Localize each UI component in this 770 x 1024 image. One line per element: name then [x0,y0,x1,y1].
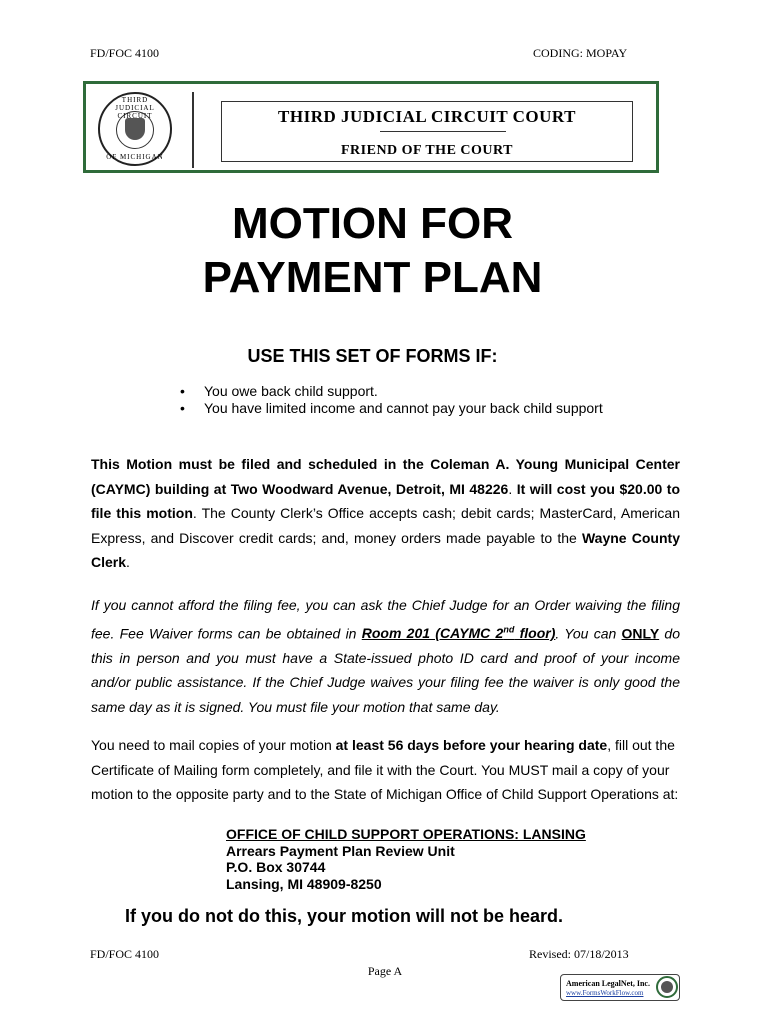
deadline-text: at least 56 days before your hearing date [335,737,608,753]
text-run: . The County Clerk’s Office accepts cash; debit cards; MasterCard, American Express, and Discover credit cards; and, money orders made payable to the [91,505,680,546]
filing-cost-text: It will cost you $20.00 to file this motion [91,480,680,521]
text-run: . [126,554,130,570]
fee-waiver-paragraph [91,593,680,719]
seal-text-top: THIRD JUDICIAL CIRCUIT [115,96,155,120]
court-name-rule [380,131,506,132]
mailing-instructions-paragraph [91,733,680,807]
vendor-logo-inner [661,981,673,993]
text-run: do this in person and you must have a State-issued photo ID card and proof of your income and/or public assistance. If the Chief Judge waives your filing fee the waiver is only good the same day as it is signed. You must file your motion that same day. [91,625,681,715]
footer-page-number: Page A [367,964,403,978]
address-line: Arrears Payment Plan Review Unit [226,842,455,859]
document-title-line1: MOTION FOR [231,199,514,248]
only-emphasis: ONLY [621,625,660,642]
court-name: THIRD JUDICIAL CIRCUIT COURT [278,107,576,126]
vendor-link[interactable]: www.FormsWorkFlow.com [566,989,644,997]
header-form-number: FD/FOC 4100 [90,46,160,60]
filing-location-text: This Motion must be filed and scheduled in the Coleman A. Young Municipal Center (CAYMC) building at Two Woodward Avenue, Detroit, MI 48226 [91,456,680,497]
seal-shield-icon [125,118,145,140]
use-forms-heading: USE THIS SET OF FORMS IF: [247,346,498,366]
room-location [362,625,556,641]
court-subtitle: FRIEND OF THE COURT [341,143,513,158]
text-run: floor) [514,625,556,642]
footer-form-number: FD/FOC 4100 [90,947,160,961]
address-line: OFFICE OF CHILD SUPPORT OPERATIONS: LANSING [226,826,586,842]
payee-text: Wayne County Clerk [91,529,680,570]
superscript: nd [503,624,515,635]
seal-text-bottom: OF MICHIGAN [106,153,164,161]
banner-divider [192,92,194,168]
text-run: You need to mail copies of your motion [91,737,336,753]
use-forms-list [178,383,603,417]
list-item: • You owe back child support. [178,383,603,400]
text-run: , fill out the Certificate of Mailing form completely, and file it with the Court. You MUST mail a copy of your motion to the opposite party and to the State of Michigan Office of Child Support Operations at: [91,737,679,802]
mailing-address [226,826,586,892]
document-title-line2: PAYMENT PLAN [202,253,543,302]
text-run: . You can [555,625,622,642]
list-item: • You have limited income and cannot pay your back child support [178,400,603,417]
header-coding: CODING: MOPAY [533,46,628,60]
text-run: If you cannot afford the filing fee, you can ask the Chief Judge for an Order waiving the filing fee. Fee Waiver forms can be obtained in [91,597,680,642]
footer-revised-date: Revised: 07/18/2013 [529,947,629,961]
warning-text: If you do not do this, your motion will not be heard. [125,906,563,926]
text-run: . [508,480,517,497]
address-line: Lansing, MI 48909-8250 [226,875,382,892]
vendor-name: American LegalNet, Inc. [566,979,650,988]
text-run: Room 201 (CAYMC 2 [361,625,504,642]
address-line: P.O. Box 30744 [226,859,326,875]
filing-location-paragraph [91,452,680,575]
